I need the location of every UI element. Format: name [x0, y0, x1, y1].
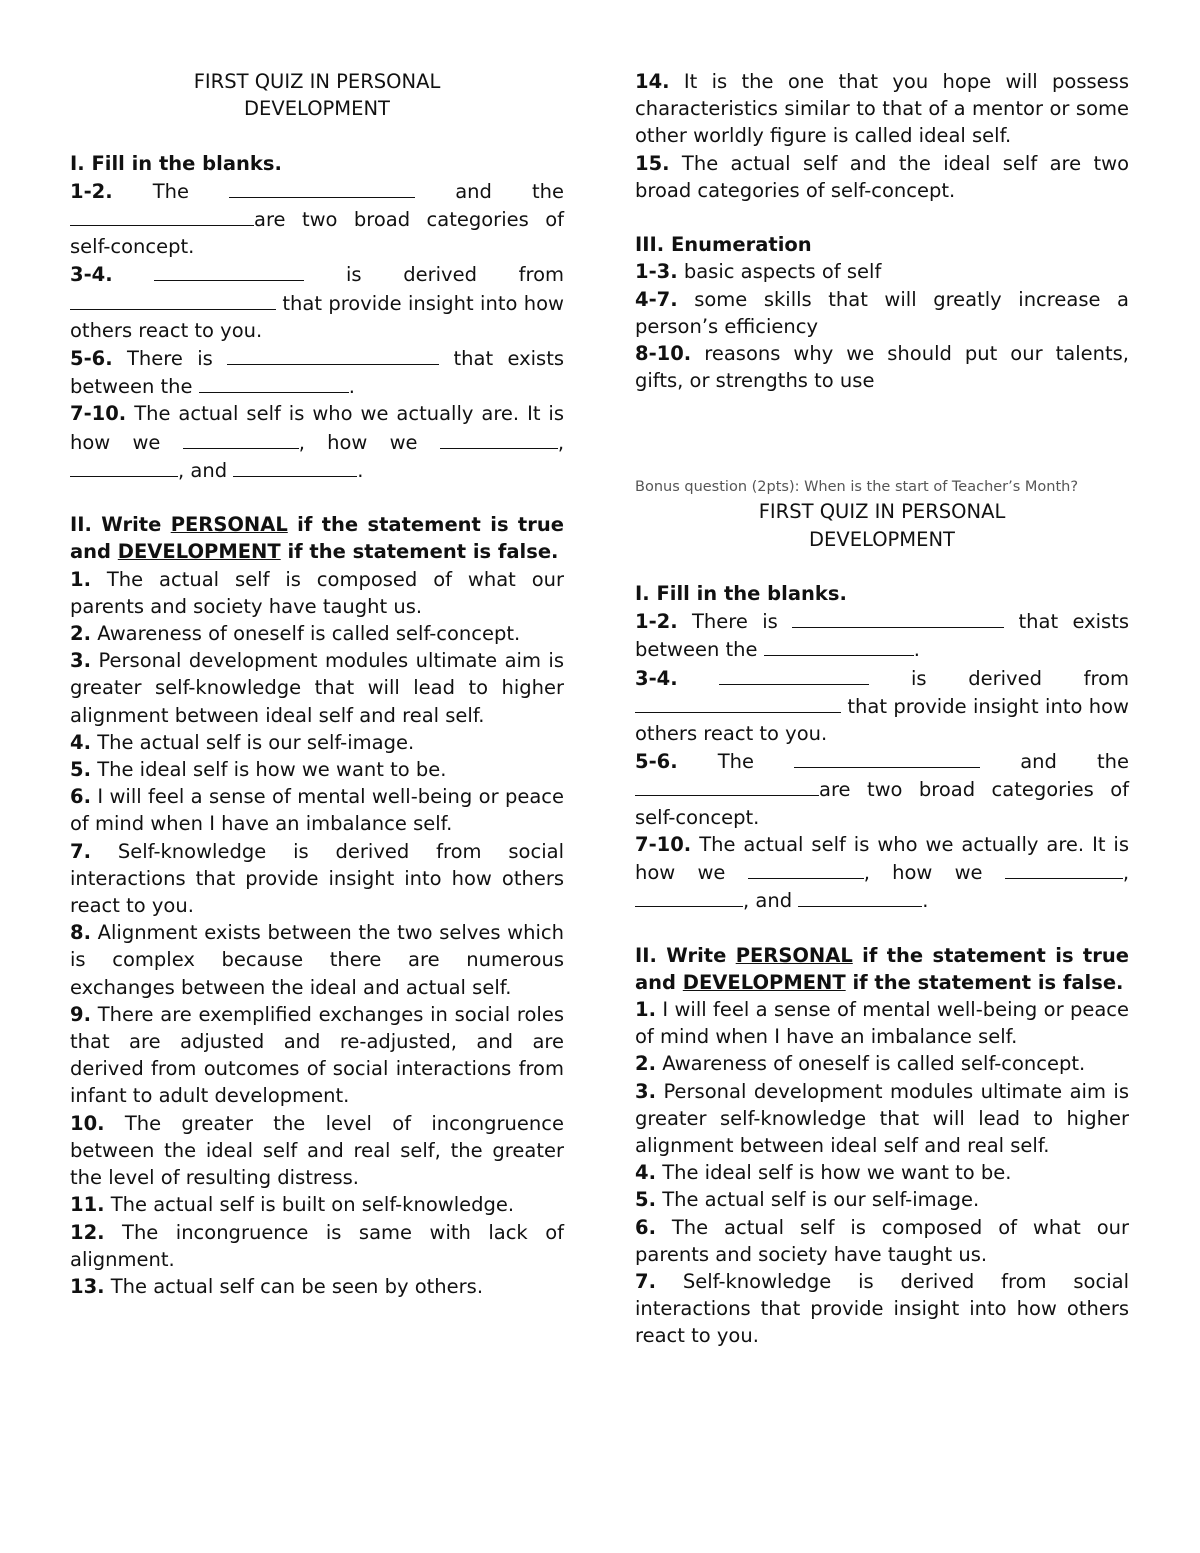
answer-blank[interactable] — [70, 289, 276, 310]
answer-blank[interactable] — [1005, 858, 1123, 879]
quiz-b-fib-question-1-2: 1-2. There is that exists between the . — [635, 607, 1129, 663]
quiz-b-tf-item-4: 4. The ideal self is how we want to be. — [635, 1161, 1012, 1185]
answer-blank[interactable] — [764, 635, 914, 656]
answer-blank[interactable] — [227, 344, 439, 365]
quiz-b-tf-item-2: 2. Awareness of oneself is called self-concept. — [635, 1052, 1086, 1076]
tf-item-14: 14. It is the one that you hope will possess characteristics similar to that of a mentor or some other worldly figure is called ideal self. — [635, 70, 1129, 148]
answer-blank[interactable] — [229, 177, 415, 198]
answer-blank[interactable] — [183, 428, 299, 449]
fib-question-7-10: 7-10. The actual self is who we actually are. It is how we , how we , , and . — [70, 402, 565, 482]
part3-heading: III. Enumeration — [635, 233, 812, 257]
quiz-b-tf-item-5: 5. The actual self is our self-image. — [635, 1188, 980, 1212]
answer-blank[interactable] — [748, 858, 864, 879]
enum-item-8-10: 8-10. reasons why we should put our talents, gifts, or strengths to use — [635, 342, 1129, 393]
answer-blank[interactable] — [635, 886, 743, 907]
tf-item-8: 8. Alignment exists between the two selves which is complex because there are numerous exchanges between the ideal and actual self. — [70, 921, 564, 999]
answer-blank[interactable] — [440, 428, 558, 449]
answer-blank[interactable] — [233, 456, 357, 477]
quiz-a-title: FIRST QUIZ IN PERSONAL DEVELOPMENT — [193, 70, 441, 121]
tf-item-13: 13. The actual self can be seen by others. — [70, 1274, 484, 1298]
quiz-b-tf-item-7: 7. Self-knowledge is derived from social interactions that provide insight into how others react to you. — [635, 1270, 1129, 1348]
tf-item-10: 10. The greater the level of incongruence between the ideal self and real self, the greater the level of resulting distress. — [70, 1111, 564, 1190]
answer-blank[interactable] — [719, 664, 869, 685]
tf-item-2: 2. Awareness of oneself is called self-concept. — [70, 622, 521, 646]
tf-item-3: 3. Personal development modules ultimate aim is greater self-knowledge that will lead to higher alignment between ideal self and real self. — [70, 649, 564, 727]
quiz-b-title: FIRST QUIZ IN PERSONAL DEVELOPMENT — [758, 500, 1006, 551]
tf-item-1: 1. The actual self is composed of what our parents and society have taught us. — [70, 567, 564, 618]
quiz-b-part1-heading: I. Fill in the blanks. — [635, 582, 847, 606]
bonus-question: Bonus question (2pts): When is the start of Teacher’s Month? — [635, 479, 1079, 496]
answer-blank[interactable] — [794, 747, 980, 768]
part1-heading: I. Fill in the blanks. — [70, 151, 282, 175]
tf-item-9: 9. There are exemplified exchanges in social roles that are adjusted and re-adjusted, and are derived from outcomes of social interactions from infant to adult development. — [70, 1002, 564, 1108]
tf-item-12: 12. The incongruence is same with lack of alignment. — [70, 1220, 564, 1271]
quiz-b-part2-heading: II. Write PERSONAL if the statement is true and DEVELOPMENT if the statement is false. — [635, 943, 1129, 994]
quiz-b-fib-question-7-10: 7-10. The actual self is who we actually are. It is how we , how we , , and . — [635, 832, 1130, 913]
enum-item-1-3: 1-3. basic aspects of self — [635, 260, 882, 284]
quiz-a-continued-and-quiz-b-column — [635, 68, 1129, 1350]
tf-item-5: 5. The ideal self is how we want to be. — [70, 758, 447, 782]
fib-question-1-2: 1-2. The and the are two broad categories of self-concept. — [70, 177, 564, 261]
enum-item-4-7: 4-7. some skills that will greatly increase a person’s efficiency — [635, 287, 1129, 338]
answer-blank[interactable] — [792, 607, 1004, 628]
quiz-b-tf-item-1: 1. I will feel a sense of mental well-being or peace of mind when I have an imbalance self. — [635, 998, 1129, 1049]
quiz-b-fib-question-5-6: 5-6. The and the are two broad categories of self-concept. — [635, 747, 1129, 831]
tf-item-11: 11. The actual self is built on self-knowledge. — [70, 1193, 515, 1217]
quiz-b-tf-item-3: 3. Personal development modules ultimate aim is greater self-knowledge that will lead to higher alignment between ideal self and real self. — [635, 1079, 1129, 1158]
answer-blank[interactable] — [70, 205, 254, 226]
fib-question-5-6: 5-6. There is that exists between the . — [70, 344, 564, 400]
part2-heading: II. Write PERSONAL if the statement is true and DEVELOPMENT if the statement is false. — [70, 513, 564, 564]
fib-question-3-4: 3-4. is derived from that provide insight into how others react to you. — [70, 260, 564, 344]
tf-item-7: 7. Self-knowledge is derived from social interactions that provide insight into how others react to you. — [70, 839, 564, 918]
tf-item-4: 4. The actual self is our self-image. — [70, 730, 415, 754]
answer-blank[interactable] — [635, 775, 819, 796]
answer-blank[interactable] — [70, 456, 178, 477]
quiz-b-fib-question-3-4: 3-4. is derived from that provide insight into how others react to you. — [635, 664, 1129, 748]
tf-item-6: 6. I will feel a sense of mental well-being or peace of mind when I have an imbalance self. — [70, 785, 564, 836]
tf-item-15: 15. The actual self and the ideal self are two broad categories of self-concept. — [635, 151, 1129, 202]
quiz-b-tf-item-6: 6. The actual self is composed of what our parents and society have taught us. — [635, 1215, 1129, 1266]
answer-blank[interactable] — [199, 372, 349, 393]
quiz-a-column-left — [70, 68, 564, 1300]
answer-blank[interactable] — [154, 260, 304, 281]
answer-blank[interactable] — [798, 886, 922, 907]
answer-blank[interactable] — [635, 692, 841, 713]
